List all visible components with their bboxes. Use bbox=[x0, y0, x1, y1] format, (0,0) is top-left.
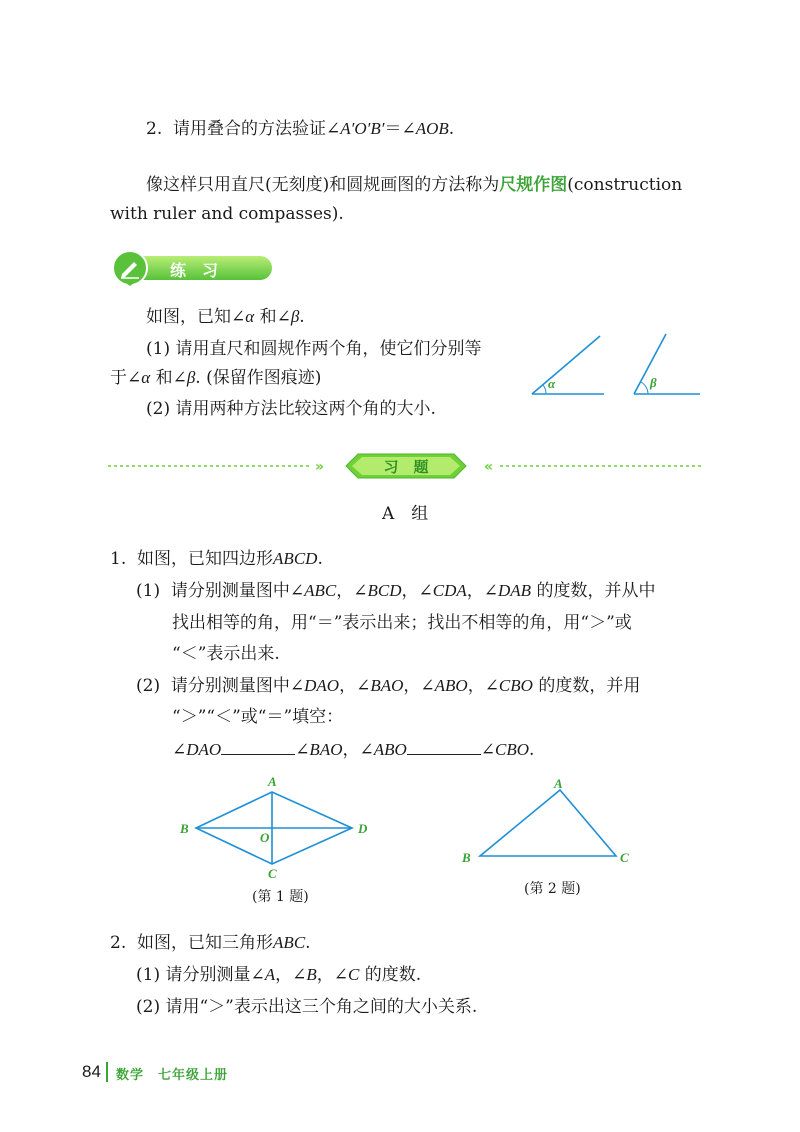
center-label-o: O bbox=[260, 830, 270, 845]
exercise-2-intro bbox=[110, 932, 311, 954]
definition-text: 像这样只用直尺(无刻度)和圆规画图的方法称为 bbox=[146, 175, 500, 195]
page-number: 84 bbox=[82, 1062, 101, 1081]
part-label: (2) bbox=[136, 676, 161, 696]
practice-badge bbox=[108, 250, 274, 286]
angle-label: ∠BAO bbox=[295, 740, 343, 759]
exercise-2-part-1 bbox=[136, 964, 421, 986]
beta-label: β bbox=[650, 375, 657, 390]
punctuation: . bbox=[305, 933, 311, 953]
angle-label: ∠DAO bbox=[289, 676, 340, 695]
exercise-badge-label: 习 题 bbox=[383, 458, 429, 476]
angle-label: ∠β bbox=[276, 307, 300, 326]
figure-1-caption: (第 1 题) bbox=[252, 889, 309, 905]
vertex-label-c: C bbox=[268, 866, 277, 881]
angle-label: ∠ABO bbox=[420, 676, 468, 695]
question-text: 如图，已知四边形 bbox=[137, 549, 274, 569]
angle-label: ∠A bbox=[250, 965, 276, 984]
practice-text: . (保留作图痕迹) bbox=[195, 368, 322, 388]
highlighted-term: 尺规作图 bbox=[499, 175, 568, 195]
svg-text:«: « bbox=[484, 459, 494, 475]
practice-text: 如图，已知 bbox=[146, 307, 231, 327]
separator: ， bbox=[336, 581, 354, 601]
alpha-label: α bbox=[548, 376, 556, 391]
exercise-1-part-2-line-1 bbox=[136, 675, 640, 697]
question-text: 请分别测量图中 bbox=[170, 581, 290, 601]
pencil-icon bbox=[118, 256, 142, 280]
question-number: 2. bbox=[146, 119, 163, 139]
punctuation: . bbox=[448, 119, 455, 139]
angle-label: ∠BCD bbox=[353, 581, 402, 600]
svg-text:»: » bbox=[315, 459, 325, 475]
answer-blank-2[interactable] bbox=[407, 738, 481, 755]
question-2-top bbox=[146, 118, 454, 140]
angle-label: ∠ABC bbox=[289, 581, 337, 600]
vertex-label-c: C bbox=[620, 850, 629, 865]
angle-label: ∠ABO bbox=[359, 740, 407, 759]
angle-label: ∠α bbox=[231, 307, 255, 326]
angle-alpha-figure bbox=[532, 336, 604, 394]
angle-label: ∠α bbox=[127, 368, 151, 387]
practice-item-2 bbox=[146, 398, 436, 420]
punctuation: . bbox=[299, 307, 305, 327]
vertex-label-a: A bbox=[268, 774, 277, 789]
definition-line-1 bbox=[146, 174, 682, 196]
separator: ， bbox=[466, 581, 484, 601]
practice-item-1-line-1 bbox=[146, 338, 481, 360]
practice-text: (1) 请用直尺和圆规作两个角，使它们分别等 bbox=[146, 339, 482, 359]
practice-intro bbox=[146, 306, 305, 328]
separator: ， bbox=[467, 676, 485, 696]
question-text: 如图，已知三角形 bbox=[137, 933, 274, 953]
practice-text: 于 bbox=[110, 368, 127, 388]
footer-divider bbox=[106, 1062, 108, 1082]
part-label: (1) bbox=[136, 581, 161, 601]
practice-text: (2) 请用两种方法比较这两个角的大小. bbox=[146, 399, 436, 419]
separator: ， bbox=[403, 676, 421, 696]
exercise-1-intro bbox=[110, 548, 323, 570]
question-text: 请分别测量图中 bbox=[170, 676, 290, 696]
separator: ， bbox=[342, 740, 360, 760]
separator: ， bbox=[316, 965, 334, 985]
separator: ， bbox=[275, 965, 293, 985]
definition-text: (construction bbox=[567, 175, 683, 195]
exercise-1-part-2-line-2: “＞”“＜”或“＝”填空： bbox=[172, 707, 344, 727]
angle-label: ∠AOB bbox=[401, 119, 449, 138]
definition-text: with ruler and compasses). bbox=[110, 204, 344, 224]
vertex-label-a: A bbox=[554, 776, 563, 791]
question-text: 的度数，并从中 bbox=[531, 581, 656, 601]
angle-label: ∠B bbox=[292, 965, 317, 984]
question-text: 请用叠合的方法验证 bbox=[173, 119, 327, 139]
practice-item-1-line-2 bbox=[110, 367, 321, 389]
exercise-2-part-2: (2) 请用“＞”表示出这三个角之间的大小关系. bbox=[136, 997, 478, 1017]
angle-label: ∠BAO bbox=[356, 676, 404, 695]
question-text: 的度数，并用 bbox=[532, 676, 641, 696]
quadrilateral-label: ABCD bbox=[273, 549, 318, 568]
exercise-1-part-1-line-3: “＜”表示出来. bbox=[172, 644, 280, 664]
group-title: A 组 bbox=[382, 504, 429, 524]
figure-2-triangle bbox=[456, 770, 646, 880]
angle-label: ∠DAO bbox=[172, 740, 222, 759]
angle-label: ∠A′O′B′ bbox=[326, 119, 385, 138]
question-number: 2. bbox=[110, 933, 127, 953]
question-text: (1) 请分别测量 bbox=[136, 965, 251, 985]
definition-line-2 bbox=[110, 203, 344, 225]
exercise-1-part-1-line-1 bbox=[136, 580, 655, 602]
angle-label: ∠β bbox=[172, 368, 196, 387]
vertex-label-d: D bbox=[358, 821, 368, 836]
footer-book-title: 数学 七年级上册 bbox=[116, 1067, 229, 1082]
separator: ， bbox=[401, 581, 419, 601]
angle-label: ∠CBO bbox=[484, 676, 533, 695]
practice-badge-label: 练 习 bbox=[170, 261, 219, 280]
angle-beta-figure bbox=[634, 334, 700, 394]
triangle-label: ABC bbox=[273, 933, 306, 952]
answer-blank-1[interactable] bbox=[221, 738, 295, 755]
practice-text: 和 bbox=[150, 368, 173, 388]
exercise-1-fill-in bbox=[172, 738, 534, 761]
punctuation: . bbox=[317, 549, 323, 569]
punctuation: . bbox=[529, 740, 535, 760]
angle-label: ∠C bbox=[333, 965, 360, 984]
angles-figure bbox=[520, 330, 710, 410]
vertex-label-b: B bbox=[180, 821, 189, 836]
exercise-divider bbox=[108, 453, 704, 479]
practice-text: 和 bbox=[254, 307, 277, 327]
separator: ， bbox=[339, 676, 357, 696]
figure-2-caption: (第 2 题) bbox=[524, 881, 581, 897]
question-number: 1. bbox=[110, 549, 127, 569]
angle-label: ∠CBO bbox=[480, 740, 530, 759]
angle-label: ∠DAB bbox=[483, 581, 532, 600]
exercise-1-part-1-line-2: 找出相等的角，用“＝”表示出来；找出不相等的角，用“＞”或 bbox=[172, 613, 632, 633]
vertex-label-b: B bbox=[462, 850, 471, 865]
angle-label: ∠CDA bbox=[418, 581, 467, 600]
question-text: 的度数. bbox=[359, 965, 422, 985]
equals-sign: ＝ bbox=[384, 119, 402, 139]
